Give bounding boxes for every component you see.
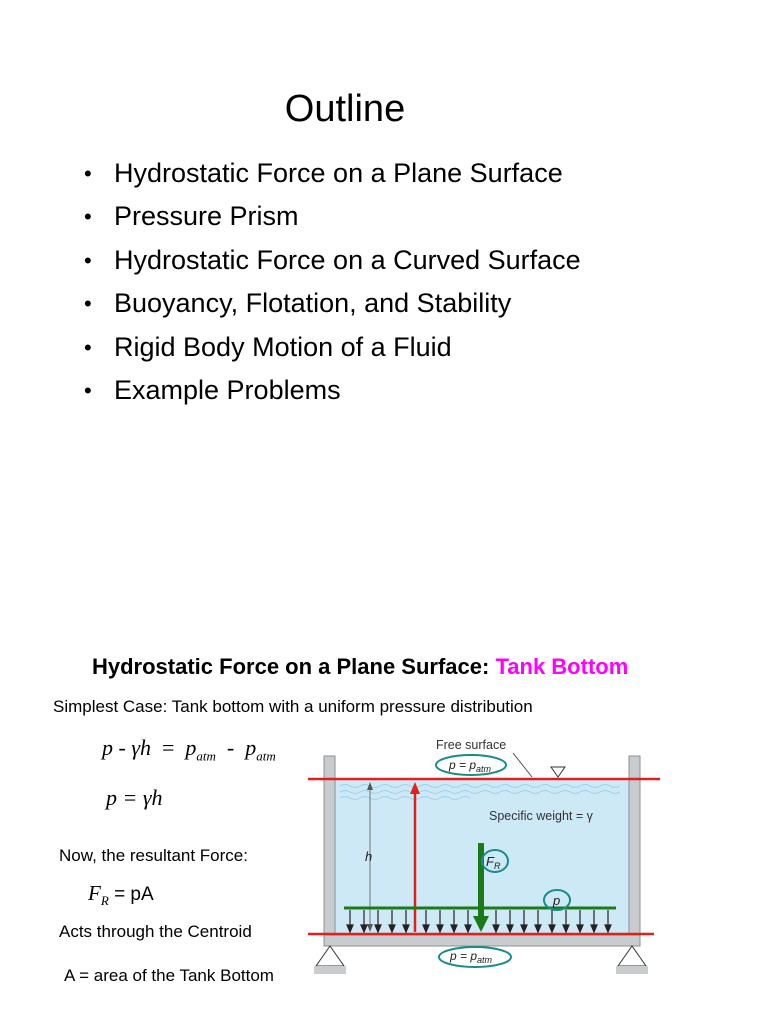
equation-2: p = γh <box>106 785 163 810</box>
centroid-text: Acts through the Centroid <box>59 922 252 941</box>
left-support-icon <box>314 946 346 974</box>
section-heading: Hydrostatic Force on a Plane Surface: Tank Bottom <box>92 654 629 679</box>
bullet-icon: • <box>84 291 92 317</box>
section-heading-accent: Tank Bottom <box>495 654 629 679</box>
right-wall <box>629 756 640 946</box>
tank-diagram <box>300 730 670 990</box>
list-item: • Example Problems <box>84 369 581 412</box>
slide-title: Outline <box>284 88 406 130</box>
h-label: h <box>365 849 373 864</box>
free-surface-label: Free surface <box>436 738 507 752</box>
right-support-icon <box>616 946 648 974</box>
list-item: • Pressure Prism <box>84 195 581 238</box>
outline-list <box>84 152 581 412</box>
list-item: • Rigid Body Motion of a Fluid <box>84 326 581 369</box>
list-item: • Hydrostatic Force on a Plane Surface <box>84 152 581 195</box>
specific-weight-label: Specific weight = γ <box>489 809 593 823</box>
list-item: • Buoyancy, Flotation, and Stability <box>84 282 581 325</box>
resultant-equation: $F_R$ = pA <box>88 881 154 908</box>
fr-diagram-label: $F_R$ <box>486 854 501 871</box>
equation-1: $p - \gamma h = p_{atm} - p_{atm}$ <box>102 735 276 764</box>
resultant-text: Now, the resultant Force: <box>59 846 248 865</box>
bullet-icon: • <box>84 334 92 360</box>
list-item: • Hydrostatic Force on a Curved Surface <box>84 239 581 282</box>
left-wall <box>324 756 335 946</box>
area-text: A = area of the Tank Bottom <box>64 966 274 985</box>
surface-triangle-icon <box>551 767 565 777</box>
bullet-icon: • <box>84 378 92 404</box>
patm-bottom-label: $p = p_{atm}$ <box>450 949 493 965</box>
tank-bottom <box>324 935 640 946</box>
p-diagram-label: p <box>553 893 561 908</box>
subtitle: Simplest Case: Tank bottom with a uniform pressure distribution <box>53 697 533 716</box>
patm-top-label: $p = p_{atm}$ <box>449 758 492 774</box>
bullet-icon: • <box>84 204 92 230</box>
bullet-icon: • <box>84 161 92 186</box>
free-surface-pointer <box>513 753 532 777</box>
bullet-icon: • <box>84 247 92 273</box>
